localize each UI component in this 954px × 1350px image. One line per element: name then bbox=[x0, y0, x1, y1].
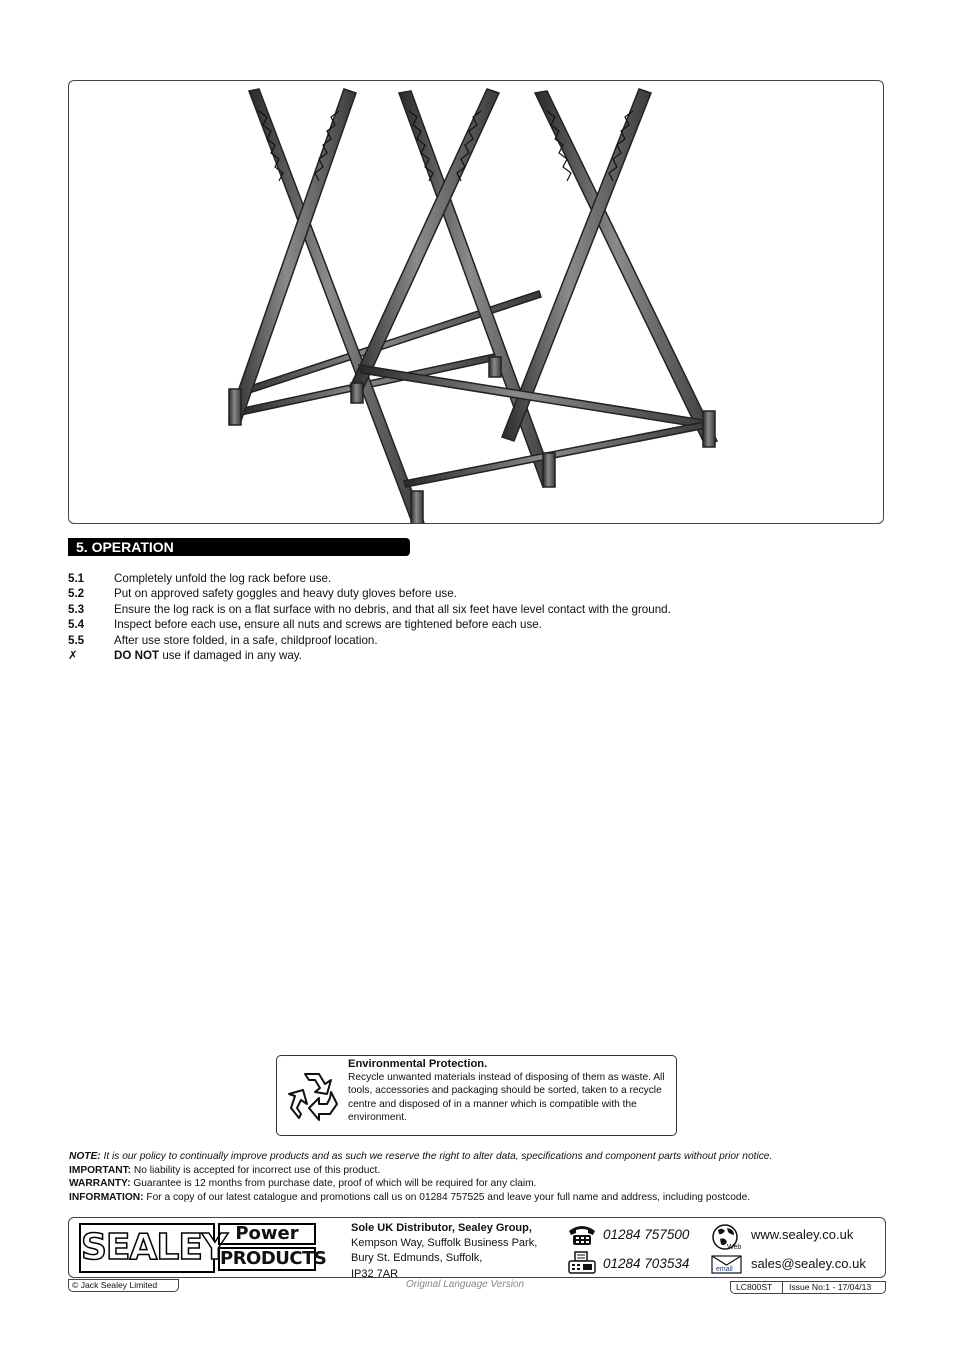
warning-item bbox=[68, 648, 888, 663]
copyright-text: © Jack Sealey Limited bbox=[72, 1280, 158, 1290]
log-rack-illustration bbox=[69, 81, 884, 524]
item-text-part: Inspect before each use bbox=[114, 618, 238, 632]
phone-number: 01284 757500 bbox=[603, 1227, 690, 1242]
address-line: IP32 7AR bbox=[351, 1267, 399, 1280]
environment-text: Recycle unwanted materials instead of disposing of them as waste. All tools, accessories and packaging should be sorted, taken to a recycle centre and disposed of in a manner which is compatible with the environment. bbox=[348, 1072, 665, 1124]
notes-block bbox=[69, 1150, 899, 1204]
list-item bbox=[68, 633, 888, 648]
note-text: It is our policy to continually improve products and as such we reserve the right to alter data, specifications and component parts without prior notice. bbox=[100, 1151, 773, 1162]
item-text-bold: , bbox=[237, 618, 241, 632]
item-number: 5.3 bbox=[68, 602, 85, 616]
model-issue-tab bbox=[730, 1281, 886, 1294]
product-image-frame bbox=[68, 80, 884, 524]
recycle-icon bbox=[285, 1068, 341, 1124]
model-number: LC800ST bbox=[736, 1282, 773, 1292]
information-line bbox=[69, 1191, 899, 1205]
issue-number: Issue No:1 - 17/04/13 bbox=[789, 1282, 872, 1292]
information-label: INFORMATION: bbox=[69, 1191, 144, 1203]
item-text: After use store folded, in a safe, childproof location. bbox=[114, 633, 378, 647]
environment-title: Environmental Protection. bbox=[348, 1058, 488, 1070]
note-line bbox=[69, 1150, 899, 1164]
item-text: Put on approved safety goggles and heavy duty gloves before use. bbox=[114, 587, 457, 601]
distributor-title: Sole UK Distributor, Sealey Group, bbox=[351, 1222, 532, 1234]
list-item bbox=[68, 602, 888, 617]
power-logo: Power bbox=[218, 1223, 316, 1245]
section-title: 5. OPERATION bbox=[76, 539, 174, 555]
cross-icon: ✗ bbox=[68, 648, 78, 662]
tab-divider bbox=[782, 1282, 783, 1294]
item-number: 5.5 bbox=[68, 633, 85, 647]
important-text: No liability is accepted for incorrect use of this product. bbox=[131, 1164, 381, 1176]
item-text: Completely unfold the log rack before use. bbox=[114, 572, 332, 585]
sealey-logo: SEALEY bbox=[79, 1223, 215, 1273]
list-item bbox=[68, 586, 888, 601]
section-header bbox=[68, 538, 410, 556]
item-number: 5.1 bbox=[68, 572, 85, 585]
warning-bold: DO NOT bbox=[114, 648, 160, 662]
footer bbox=[68, 1217, 886, 1278]
warning-text bbox=[114, 648, 302, 663]
important-label: IMPORTANT: bbox=[69, 1164, 132, 1176]
original-language-label: Original Language Version bbox=[406, 1279, 525, 1290]
warranty-line bbox=[69, 1177, 899, 1191]
list-item bbox=[68, 617, 888, 632]
information-text: For a copy of our latest catalogue and promotions call us on 01284 757525 and leave your full name and address, including postcode. bbox=[143, 1191, 751, 1203]
environment-box bbox=[276, 1055, 677, 1136]
item-number: 5.2 bbox=[68, 587, 85, 601]
address-line: Bury St. Edmunds, Suffolk, bbox=[351, 1252, 483, 1265]
warning-rest: use if damaged in any way. bbox=[159, 648, 302, 662]
note-label: NOTE: bbox=[69, 1151, 101, 1162]
warranty-text: Guarantee is 12 months from purchase date, proof of which will be required for any claim. bbox=[130, 1178, 537, 1190]
item-text: Ensure the log rack is on a flat surface with no debris, and that all six feet have level contact with the ground. bbox=[114, 602, 671, 616]
important-line bbox=[69, 1164, 899, 1178]
email-icon-label: email bbox=[716, 1266, 733, 1273]
copyright-tab bbox=[68, 1279, 179, 1292]
item-number: 5.4 bbox=[68, 618, 85, 632]
web-icon-label: Web bbox=[727, 1244, 742, 1251]
address-line: Kempson Way, Suffolk Business Park, bbox=[351, 1237, 538, 1250]
item-text bbox=[114, 617, 542, 632]
operation-list bbox=[68, 571, 888, 663]
distributor-address bbox=[351, 1221, 537, 1282]
fax-icon bbox=[567, 1251, 597, 1275]
website-link[interactable]: www.sealey.co.uk bbox=[751, 1227, 854, 1242]
list-item bbox=[68, 571, 888, 586]
globe-icon bbox=[710, 1222, 744, 1252]
item-text-part: ensure all nuts and screws are tightened before each use. bbox=[240, 618, 542, 632]
products-logo: PRODUCTS bbox=[220, 1248, 327, 1269]
fax-number: 01284 703534 bbox=[603, 1256, 690, 1271]
telephone-icon bbox=[567, 1223, 597, 1247]
email-link[interactable]: sales@sealey.co.uk bbox=[751, 1256, 866, 1271]
envelope-icon bbox=[711, 1255, 743, 1275]
warranty-label: WARRANTY: bbox=[69, 1178, 131, 1190]
